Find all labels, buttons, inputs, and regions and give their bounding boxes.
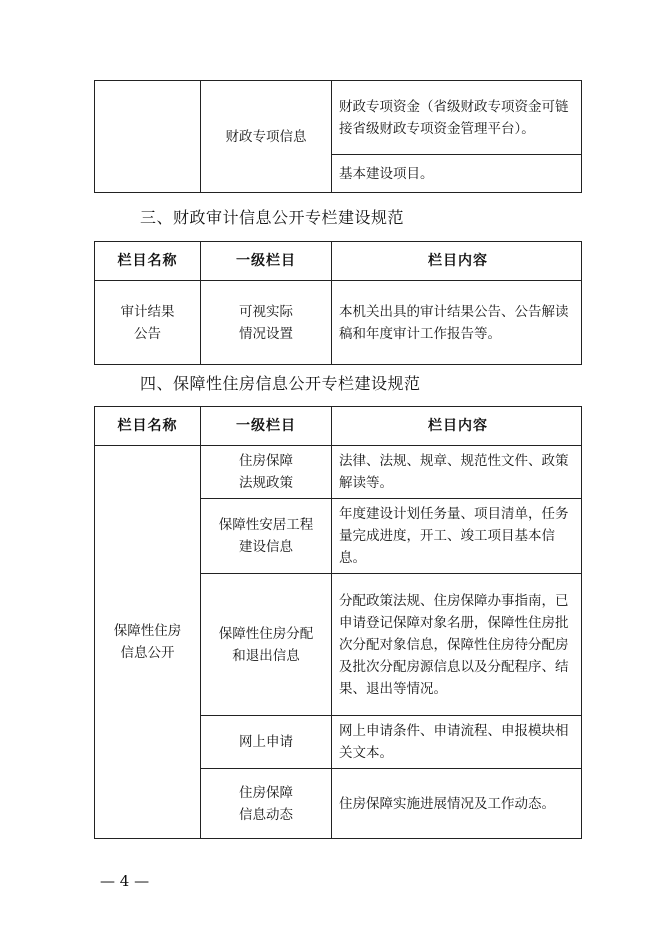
sub-column-cell: 住房保障 信息动态 [201,769,332,839]
column-header: 一级栏目 [201,407,332,446]
column-header: 栏目名称 [95,407,201,446]
sub-column-cell: 保障性住房分配 和退出信息 [201,574,332,716]
column-header: 栏目名称 [95,242,201,281]
sub-column-cell: 保障性安居工程 建设信息 [201,499,332,574]
content-cell: 本机关出具的审计结果公告、公告解读稿和年度审计工作报告等。 [332,281,582,365]
content-cell: 法律、法规、规章、规范性文件、政策解读等。 [332,446,582,499]
content-cell: 年度建设计划任务量、项目清单，任务量完成进度，开工、竣工项目基本信息。 [332,499,582,574]
fiscal-special-table [94,80,582,193]
page-number: — 4 — [100,872,150,890]
sub-column-cell: 网上申请 [201,716,332,769]
sub-column-cell: 财政专项信息 [201,81,332,193]
section-heading: 四、保障性住房信息公开专栏建设规范 [140,374,421,393]
column-header: 栏目内容 [332,242,582,281]
audit-table [94,241,582,365]
sub-column-cell: 可视实际 情况设置 [201,281,332,365]
content-cell: 财政专项资金（省级财政专项资金可链接省级财政专项资金管理平台）。 [332,81,582,155]
section-heading: 三、财政审计信息公开专栏建设规范 [140,208,405,227]
table-cell-empty [95,81,201,193]
column-header: 一级栏目 [201,242,332,281]
content-cell: 住房保障实施进展情况及工作动态。 [332,769,582,839]
column-header: 栏目内容 [332,407,582,446]
housing-table [94,406,582,839]
content-cell: 网上申请条件、申请流程、申报模块相关文本。 [332,716,582,769]
content-cell: 基本建设项目。 [332,155,582,193]
content-cell: 分配政策法规、住房保障办事指南，已申请登记保障对象名册，保障性住房批次分配对象信息，保障性住房待分配房及批次分配房源信息以及分配程序、结果、退出等情况。 [332,574,582,716]
column-name-cell: 审计结果 公告 [95,281,201,365]
sub-column-cell: 住房保障 法规政策 [201,446,332,499]
column-name-cell: 保障性住房 信息公开 [95,446,201,839]
